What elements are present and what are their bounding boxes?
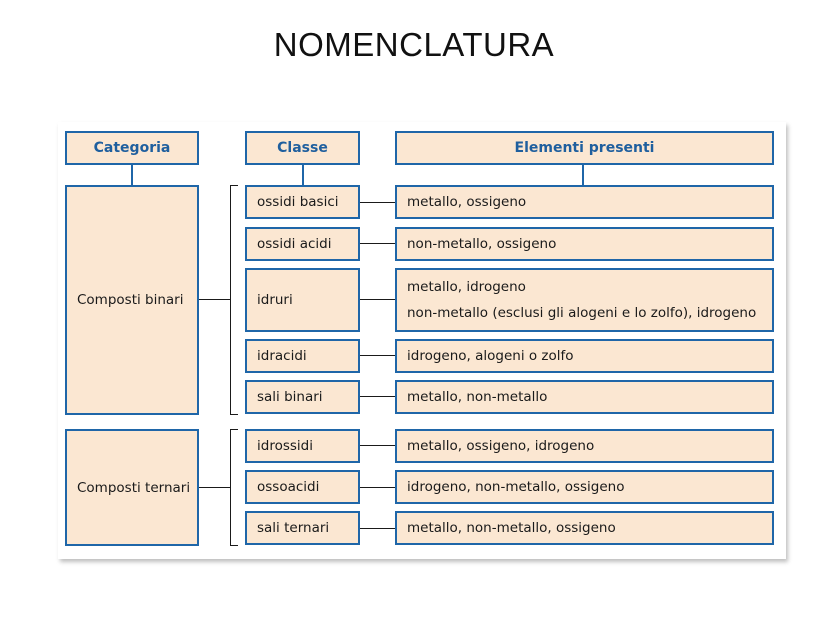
elements-idracidi: idrogeno, alogeni o zolfo bbox=[395, 339, 774, 373]
class-ossoacidi: ossoacidi bbox=[245, 470, 360, 504]
class-sali-ternari: sali ternari bbox=[245, 511, 360, 545]
connector-line bbox=[199, 487, 230, 488]
header-elementi: Elementi presenti bbox=[395, 131, 774, 165]
elements-sali-binari: metallo, non-metallo bbox=[395, 380, 774, 414]
bracket-tick bbox=[230, 429, 238, 430]
class-ossidi-acidi: ossidi acidi bbox=[245, 227, 360, 261]
row-connector bbox=[360, 299, 395, 300]
bracket-tick bbox=[230, 185, 238, 186]
category-composti-ternari: Composti ternari bbox=[65, 429, 199, 546]
elements-ossoacidi: idrogeno, non-metallo, ossigeno bbox=[395, 470, 774, 504]
header-categoria: Categoria bbox=[65, 131, 199, 165]
connector-line bbox=[199, 299, 230, 300]
row-connector bbox=[360, 445, 395, 446]
row-connector bbox=[360, 243, 395, 244]
class-idrossidi: idrossidi bbox=[245, 429, 360, 463]
bracket-tick bbox=[230, 545, 238, 546]
class-idruri: idruri bbox=[245, 268, 360, 332]
class-idracidi: idracidi bbox=[245, 339, 360, 373]
header-connector bbox=[302, 165, 304, 186]
category-composti-binari: Composti binari bbox=[65, 185, 199, 415]
page-title: NOMENCLATURA bbox=[273, 26, 555, 63]
class-sali-binari: sali binari bbox=[245, 380, 360, 414]
row-connector bbox=[360, 528, 395, 529]
bracket-tick bbox=[230, 414, 238, 415]
elements-idrossidi: metallo, ossigeno, idrogeno bbox=[395, 429, 774, 463]
elements-ossidi-basici: metallo, ossigeno bbox=[395, 185, 774, 219]
row-connector bbox=[360, 202, 395, 203]
elements-ossidi-acidi: non-metallo, ossigeno bbox=[395, 227, 774, 261]
header-connector bbox=[582, 165, 584, 186]
header-connector bbox=[131, 165, 133, 186]
row-connector bbox=[360, 396, 395, 397]
row-connector bbox=[360, 355, 395, 356]
elements-idruri: metallo, idrogeno non-metallo (esclusi gli alogeni e lo zolfo), idrogeno bbox=[395, 268, 774, 332]
class-ossidi-basici: ossidi basici bbox=[245, 185, 360, 219]
elements-sali-ternari: metallo, non-metallo, ossigeno bbox=[395, 511, 774, 545]
header-classe: Classe bbox=[245, 131, 360, 165]
row-connector bbox=[360, 487, 395, 488]
bracket bbox=[230, 429, 231, 546]
bracket bbox=[230, 185, 231, 415]
